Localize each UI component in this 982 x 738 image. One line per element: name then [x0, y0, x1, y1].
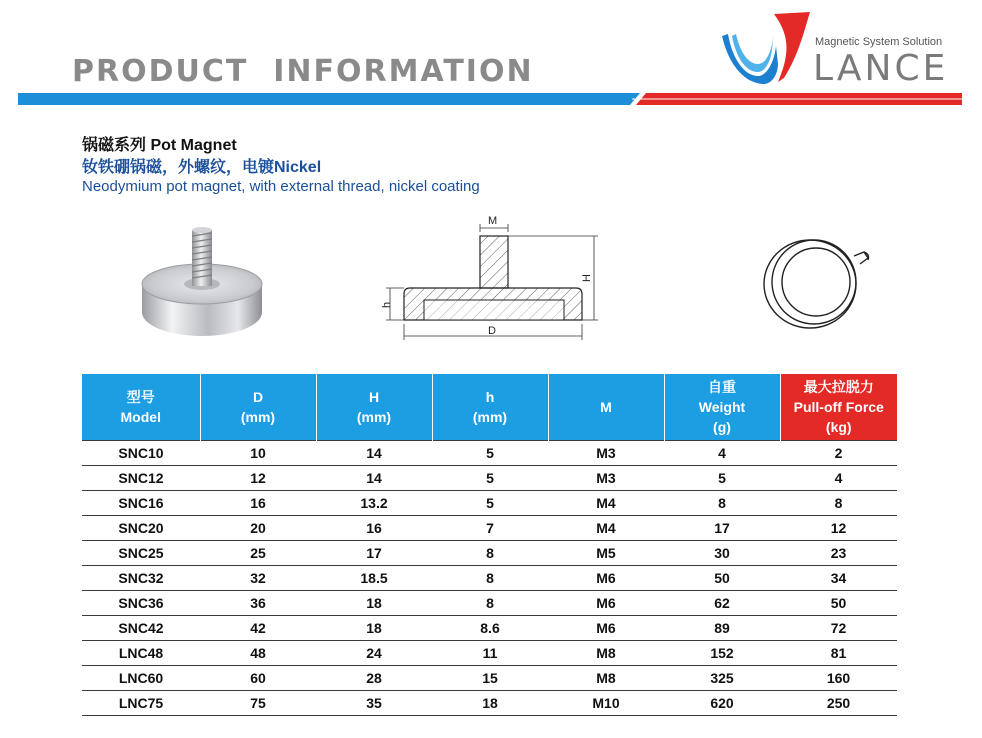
table-row — [82, 616, 897, 641]
table-row — [82, 641, 897, 666]
dim-label-m: M — [488, 215, 498, 227]
dim-label-h-upper: H — [581, 274, 593, 282]
cell-h-upper: 18.5 — [316, 566, 432, 591]
cell-h-lower: 8 — [432, 566, 548, 591]
cell-m: M6 — [548, 616, 664, 641]
header-pull-off-force: 最大拉脱力 Pull-off Force (kg) — [780, 374, 897, 441]
logo-name: LANCE — [813, 48, 949, 89]
technical-drawing — [376, 212, 612, 346]
cell-model: SNC16 — [82, 491, 200, 516]
cell-h-upper: 17 — [316, 541, 432, 566]
page-title: PRODUCT INFORMATION — [72, 54, 534, 89]
cell-m: M8 — [548, 666, 664, 691]
cell-h-upper: 28 — [316, 666, 432, 691]
cell-weight: 30 — [664, 541, 780, 566]
cell-weight: 62 — [664, 591, 780, 616]
cell-h-lower: 15 — [432, 666, 548, 691]
table-header-row — [82, 374, 897, 441]
cell-h-lower: 8 — [432, 541, 548, 566]
cell-d: 60 — [200, 666, 316, 691]
cell-h-lower: 11 — [432, 641, 548, 666]
cell-m: M4 — [548, 491, 664, 516]
cell-model: SNC42 — [82, 616, 200, 641]
product-subtitle-en: Neodymium pot magnet, with external thread, nickel coating — [82, 178, 480, 195]
table-row — [82, 566, 897, 591]
dim-label-d: D — [488, 325, 496, 337]
cell-m: M4 — [548, 516, 664, 541]
cell-weight: 325 — [664, 666, 780, 691]
cell-h-upper: 18 — [316, 616, 432, 641]
cell-pull-off-force: 50 — [780, 591, 897, 616]
header-weight: 自重 Weight (g) — [664, 374, 780, 441]
cell-h-upper: 24 — [316, 641, 432, 666]
cell-h-lower: 5 — [432, 441, 548, 466]
table-row — [82, 541, 897, 566]
dim-label-h-lower: h — [381, 301, 393, 308]
cell-weight: 50 — [664, 566, 780, 591]
cell-m: M3 — [548, 441, 664, 466]
cell-pull-off-force: 12 — [780, 516, 897, 541]
header-d: D (mm) — [200, 374, 316, 441]
cell-weight: 152 — [664, 641, 780, 666]
cell-m: M8 — [548, 641, 664, 666]
cell-h-upper: 35 — [316, 691, 432, 716]
cell-pull-off-force: 23 — [780, 541, 897, 566]
table-row — [82, 691, 897, 716]
cell-pull-off-force: 250 — [780, 691, 897, 716]
product-subtitle-cn: 钕铁硼锅磁，外螺纹，电镀Nickel — [82, 159, 322, 176]
cell-h-lower: 7 — [432, 516, 548, 541]
cell-model: SNC20 — [82, 516, 200, 541]
cell-d: 75 — [200, 691, 316, 716]
cell-model: LNC60 — [82, 666, 200, 691]
cell-h-lower: 18 — [432, 691, 548, 716]
cell-model: SNC25 — [82, 541, 200, 566]
cell-h-upper: 18 — [316, 591, 432, 616]
cell-d: 42 — [200, 616, 316, 641]
header-h-upper: H (mm) — [316, 374, 432, 441]
cell-model: SNC36 — [82, 591, 200, 616]
cell-d: 12 — [200, 466, 316, 491]
cell-pull-off-force: 8 — [780, 491, 897, 516]
cell-model: SNC12 — [82, 466, 200, 491]
cell-weight: 5 — [664, 466, 780, 491]
cell-pull-off-force: 72 — [780, 616, 897, 641]
cell-model: SNC32 — [82, 566, 200, 591]
cell-pull-off-force: 2 — [780, 441, 897, 466]
cell-weight: 620 — [664, 691, 780, 716]
pot-magnet-photo — [134, 222, 270, 340]
cell-model: LNC75 — [82, 691, 200, 716]
header-h-lower: h (mm) — [432, 374, 548, 441]
cell-d: 20 — [200, 516, 316, 541]
cell-h-lower: 8.6 — [432, 616, 548, 641]
table-row — [82, 441, 897, 466]
pot-magnet-line-art — [760, 232, 872, 332]
cell-d: 48 — [200, 641, 316, 666]
cell-m: M6 — [548, 591, 664, 616]
header-model: 型号 Model — [82, 374, 200, 441]
table-row — [82, 666, 897, 691]
header-stripe — [18, 93, 962, 105]
cell-weight: 4 — [664, 441, 780, 466]
cell-model: SNC10 — [82, 441, 200, 466]
cell-pull-off-force: 4 — [780, 466, 897, 491]
cell-d: 36 — [200, 591, 316, 616]
cell-m: M3 — [548, 466, 664, 491]
cell-pull-off-force: 160 — [780, 666, 897, 691]
table-row — [82, 466, 897, 491]
cell-h-upper: 16 — [316, 516, 432, 541]
logo-tagline: Magnetic System Solution — [815, 36, 943, 48]
cell-m: M6 — [548, 566, 664, 591]
cell-pull-off-force: 81 — [780, 641, 897, 666]
cell-model: LNC48 — [82, 641, 200, 666]
cell-pull-off-force: 34 — [780, 566, 897, 591]
cell-h-lower: 8 — [432, 591, 548, 616]
cell-h-lower: 5 — [432, 466, 548, 491]
cell-d: 25 — [200, 541, 316, 566]
cell-d: 10 — [200, 441, 316, 466]
cell-weight: 8 — [664, 491, 780, 516]
cell-h-upper: 14 — [316, 466, 432, 491]
spec-table — [82, 374, 897, 716]
cell-d: 32 — [200, 566, 316, 591]
cell-d: 16 — [200, 491, 316, 516]
cell-weight: 89 — [664, 616, 780, 641]
cell-m: M10 — [548, 691, 664, 716]
cell-h-upper: 14 — [316, 441, 432, 466]
cell-h-lower: 5 — [432, 491, 548, 516]
product-title: 锅磁系列 Pot Magnet — [82, 137, 237, 154]
cell-m: M5 — [548, 541, 664, 566]
table-row — [82, 516, 897, 541]
table-row — [82, 491, 897, 516]
table-row — [82, 591, 897, 616]
header-m: M — [548, 374, 664, 441]
cell-h-upper: 13.2 — [316, 491, 432, 516]
cell-weight: 17 — [664, 516, 780, 541]
